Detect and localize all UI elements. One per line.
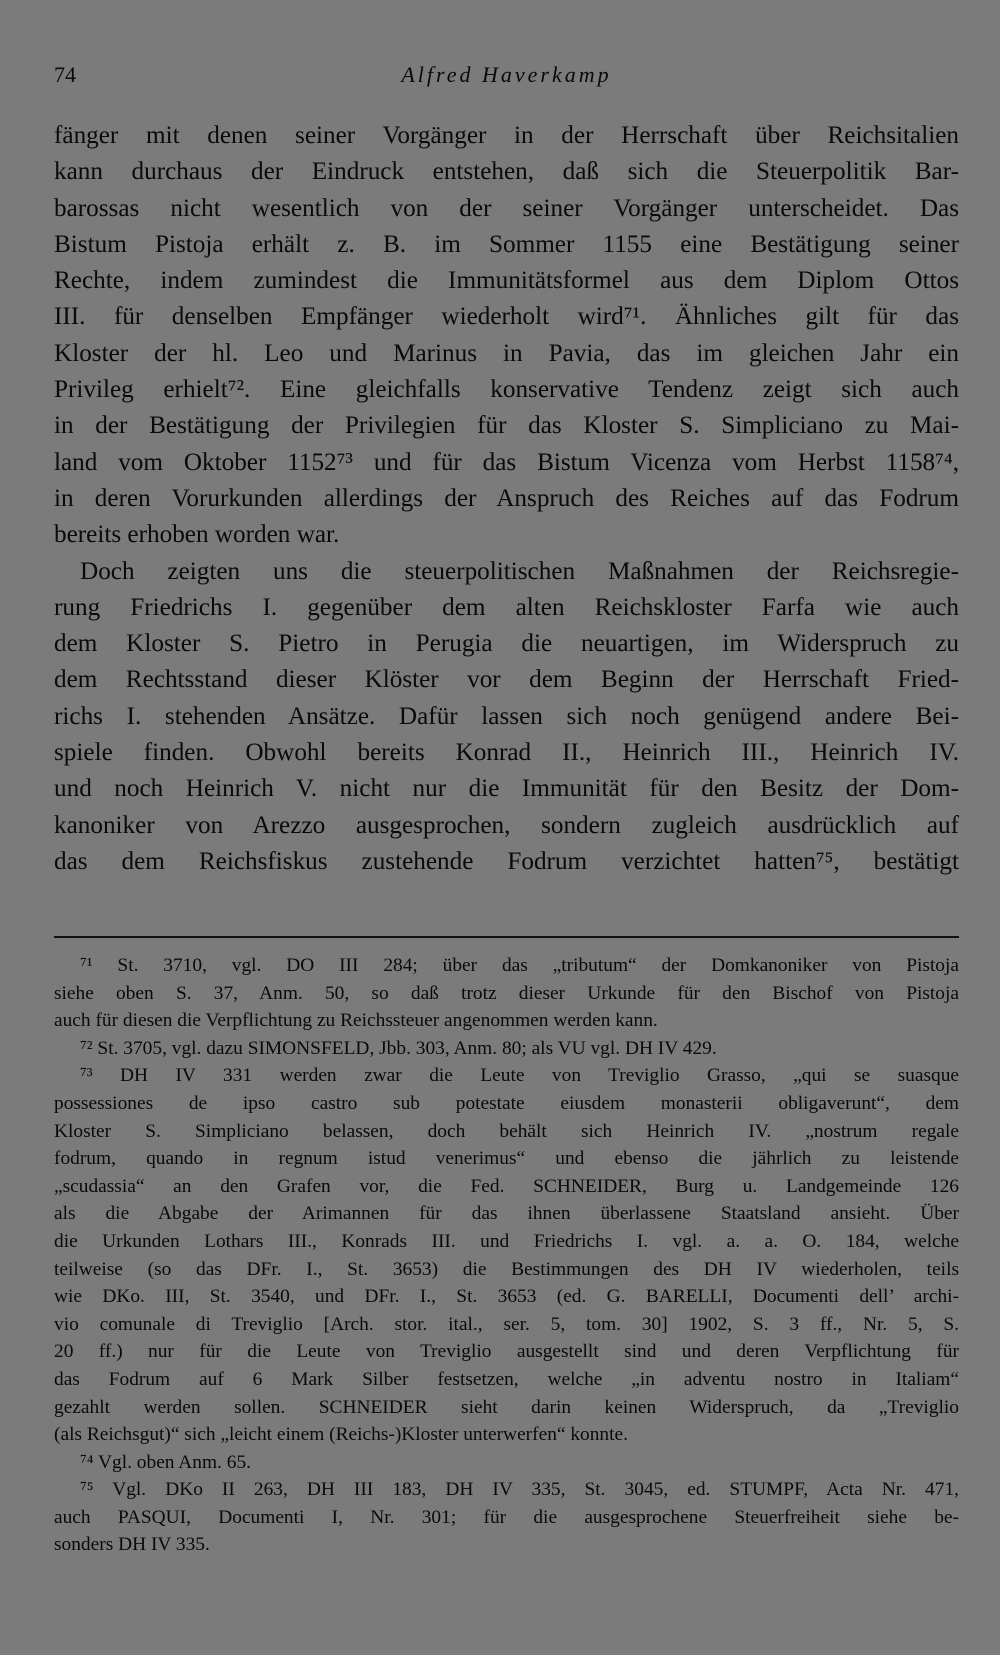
- page-number: 74: [54, 62, 76, 87]
- footnote-line: (als Reichsgut)“ sich „leicht einem (Reichs-)Kloster unterwerfen“ konnte.: [54, 1424, 628, 1446]
- footnote-line: ⁷¹ St. 3710, vgl. DO III 284; über das „tributum“ der Domkanoniker von Pistoja: [80, 955, 959, 976]
- text-line: Rechte, indem zumindest die Immunitätsformel aus dem Diplom Ottos: [54, 267, 959, 295]
- footnote-line: Kloster S. Simpliciano belassen, doch behält sich Heinrich IV. „nostrum regale: [54, 1120, 959, 1142]
- footnote-line: auch für diesen die Verpflichtung zu Reichssteuer angenommen werden kann.: [54, 1010, 658, 1032]
- main-text: [54, 118, 959, 880]
- footnote-line: teilweise (so das DFr. I., St. 3653) die Bestimmungen des DH IV wiederholen, teils: [54, 1258, 959, 1280]
- footnotes: [54, 952, 959, 1559]
- footnote-line: als die Abgabe der Arimannen für das ihnen überlassene Staatsland ansieht. Über: [54, 1203, 959, 1225]
- footnote-line: sonders DH IV 335.: [54, 1534, 210, 1556]
- text-line: in der Bestätigung der Privilegien für das Kloster S. Simpliciano zu Mai-: [54, 412, 959, 440]
- footnote-line: 20 ff.) nur für die Leute von Treviglio ausgestellt sind und deren Verpflichtung für: [54, 1341, 959, 1363]
- text-line: und noch Heinrich V. nicht nur die Immunität für den Besitz der Dom-: [54, 775, 959, 803]
- footnote-line: die Urkunden Lothars III., Konrads III. und Friedrichs I. vgl. a. a. O. 184, welche: [54, 1230, 959, 1252]
- footnote-line: ⁷³ DH IV 331 werden zwar die Leute von Treviglio Grasso, „qui se suasque: [80, 1065, 959, 1087]
- footnote-line: das Fodrum auf 6 Mark Silber festsetzen, welche „in adventu nostro in Italiam“: [54, 1368, 959, 1390]
- text-line: rung Friedrichs I. gegenüber dem alten Reichskloster Farfa wie auch: [54, 593, 959, 621]
- text-line: Kloster der hl. Leo und Marinus in Pavia, das im gleichen Jahr ein: [54, 339, 959, 367]
- footnote-line: possessiones de ipso castro sub potestate eiusdem monasterii obligaverunt“, dem: [54, 1092, 959, 1114]
- text-line: fänger mit denen seiner Vorgänger in der Herrschaft über Reichsitalien: [54, 122, 959, 149]
- text-line: Privileg erhielt⁷². Eine gleichfalls konservative Tendenz zeigt sich auch: [54, 376, 959, 404]
- footnote-line: ⁷⁵ Vgl. DKo II 263, DH III 183, DH IV 335, St. 3045, ed. STUMPF, Acta Nr. 471,: [80, 1479, 959, 1501]
- text-line: Doch zeigten uns die steuerpolitischen Maßnahmen der Reichsregie-: [80, 557, 959, 585]
- footnote-line: ⁷² St. 3705, vgl. dazu SIMONSFELD, Jbb. 303, Anm. 80; als VU vgl. DH IV 429.: [80, 1037, 717, 1059]
- text-line: kanoniker von Arezzo ausgesprochen, sondern zugleich ausdrücklich auf: [54, 811, 959, 839]
- footnote-divider: [54, 936, 959, 938]
- running-head: Alfred Haverkamp: [401, 62, 612, 87]
- footnote-line: gezahlt werden sollen. SCHNEIDER sieht darin keinen Widerspruch, da „Treviglio: [54, 1396, 959, 1418]
- text-line: das dem Reichsfiskus zustehende Fodrum verzichtet hatten⁷⁵, bestätigt: [54, 847, 959, 875]
- footnote-line: „scudassia“ an den Grafen vor, die Fed. SCHNEIDER, Burg u. Landgemeinde 126: [54, 1175, 959, 1197]
- text-line: dem Rechtsstand dieser Klöster vor dem Beginn der Herrschaft Fried-: [54, 666, 959, 694]
- page-header: [54, 62, 959, 96]
- text-line: land vom Oktober 1152⁷³ und für das Bistum Vicenza vom Herbst 1158⁷⁴,: [54, 448, 959, 476]
- footnote-line: ⁷⁴ Vgl. oben Anm. 65.: [80, 1451, 251, 1473]
- footnote-line: vio comunale di Treviglio [Arch. stor. ital., ser. 5, tom. 30] 1902, S. 3 ff., Nr. 5, S.: [54, 1313, 959, 1335]
- text-line: dem Kloster S. Pietro in Perugia die neuartigen, im Widerspruch zu: [54, 630, 959, 658]
- text-line: barossas nicht wesentlich von der seiner Vorgänger unterscheidet. Das: [54, 194, 959, 222]
- text-line: kann durchaus der Eindruck entstehen, daß sich die Steuerpolitik Bar-: [54, 158, 959, 186]
- text-line: richs I. stehenden Ansätze. Dafür lassen sich noch genügend andere Bei-: [54, 702, 959, 730]
- text-line: spiele finden. Obwohl bereits Konrad II., Heinrich III., Heinrich IV.: [54, 739, 959, 767]
- text-line: in deren Vorurkunden allerdings der Anspruch des Reiches auf das Fodrum: [54, 484, 959, 512]
- text-line: bereits erhoben worden war.: [54, 521, 340, 549]
- footnote-line: siehe oben S. 37, Anm. 50, so daß trotz dieser Urkunde für den Bischof von Pistoja: [54, 982, 959, 1004]
- text-line: III. für denselben Empfänger wiederholt wird⁷¹. Ähnliches gilt für das: [54, 303, 959, 331]
- footnote-line: fodrum, quando in regnum istud venerimus“ und ebenso die jährlich zu leistende: [54, 1148, 959, 1170]
- footnote-line: auch PASQUI, Documenti I, Nr. 301; für die ausgesprochene Steuerfreiheit siehe be-: [54, 1506, 959, 1528]
- footnote-line: wie DKo. III, St. 3540, und DFr. I., St. 3653 (ed. G. BARELLI, Documenti dell’ archi-: [54, 1286, 959, 1308]
- text-line: Bistum Pistoja erhält z. B. im Sommer 1155 eine Bestätigung seiner: [54, 230, 959, 258]
